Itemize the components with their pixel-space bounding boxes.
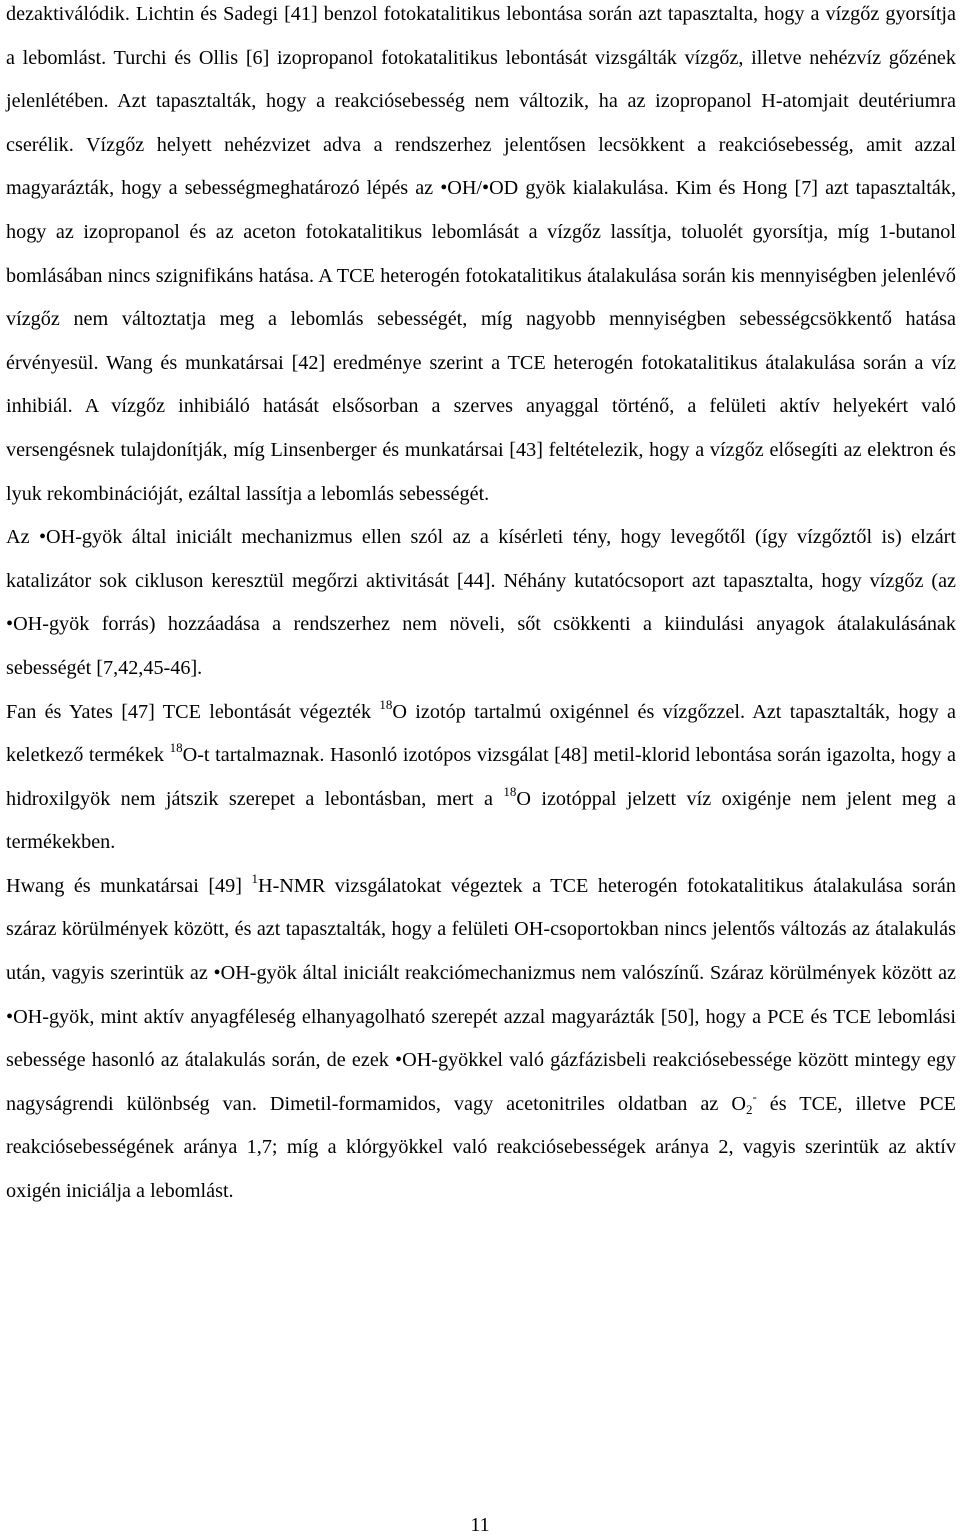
text-run: Hwang és munkatársai [49] xyxy=(6,874,252,897)
document-body xyxy=(6,0,956,1214)
text-run: Fan és Yates [47] TCE lebontását végezték xyxy=(6,700,380,723)
text-run: O izotóp tartalmú oxigénnel és vízgőzzel. Azt tapasztalták, hogy a keletkező termékek xyxy=(6,700,956,767)
paragraph xyxy=(6,691,956,865)
paragraph xyxy=(6,0,956,516)
text-run: O izotóppal jelzett víz oxigénje nem jelent meg a termékekben. xyxy=(6,787,956,854)
paragraph xyxy=(6,865,956,1214)
text-run: Az •OH-gyök által iniciált mechanizmus ellen szól az a kísérleti tény, hogy levegőtől (így vízgőztől is) elzárt katalizátor sok cikluson keresztül megőrzi aktivitását [44]. Néhány kutatócsoport azt tapasztalta, hogy vízgőz (az •OH-gyök forrás) hozzáadása a rendszerhez nem növeli, sőt csökkenti a kiindulási anyagok átalakulásának sebességét [7,42,45-46]. xyxy=(6,526,956,679)
subscript: 2 xyxy=(745,1101,753,1117)
superscript: 18 xyxy=(503,783,517,799)
superscript: - xyxy=(752,1088,757,1104)
superscript: 18 xyxy=(169,740,183,756)
text-run: és TCE, illetve PCE reakciósebességének aránya 1,7; míg a klórgyökkel való reakciósebességek aránya 2, vagyis szerintük az aktív oxigén iniciálja a lebomlást. xyxy=(6,1092,956,1203)
paragraph xyxy=(6,516,956,690)
text-run: O-t tartalmaznak. Hasonló izotópos vizsgálat [48] metil-klorid lebontása során igazolta, hogy a hidroxilgyök nem játszik szerepet a lebontásban, mert a xyxy=(6,744,956,810)
superscript: 18 xyxy=(379,696,393,712)
text-run: dezaktiválódik. Lichtin és Sadegi [41] benzol fotokatalitikus lebontása során azt tapasztalta, hogy a vízgőz gyorsítja a lebomlást. Turchi és Ollis [6] izopropanol fotokatalitikus lebontását vizsgálták vízgőz, illetve nehézvíz gőzének jelenlétében. Azt tapasztalták, hogy a reakciósebesség nem változik, ha az izopropanol H-atomjait deutériumra cserélik. Vízgőz helyett nehézvizet adva a rendszerhez jelentősen lecsökkent a reakciósebesség, amit azzal magyarázták, hogy a sebességmeghatározó lépés az •OH/•OD gyök kialakulása. Kim és Hong [7] azt tapasztalták, hogy az izopropanol és az aceton fotokatalitikus lebomlását a vízgőz lassítja, toluolét gyorsítja, míg 1-butanol bomlásában nincs szignifikáns hatása. A TCE heterogén fotokatalitikus átalakulása során kis mennyiségben jelenlévő vízgőz nem változtatja meg a lebomlás sebességét, míg nagyobb mennyiségben sebességcsökkentő hatása érvényesül. Wang és munkatársai [42] eredménye szerint a TCE heterogén fotokatalitikus átalakulása során a víz inhibiál. A vízgőz inhibiáló hatását elsősorban a szerves anyaggal történő, a felületi aktív helyekért való versengésnek tulajdonítják, míg Linsenberger és munkatársai [43] feltételezik, hogy a vízgőz elősegíti az elektron és lyuk rekombinációját, ezáltal lassítja a lebomlás sebességét. xyxy=(6,3,956,505)
superscript: 1 xyxy=(251,870,258,886)
text-run: H-NMR vizsgálatokat végeztek a TCE heterogén fotokatalitikus átalakulása során száraz körülmények között, és azt tapasztalták, hogy a felületi OH-csoportokban nincs jelentős változás az átalakulás után, vagyis szerintük az •OH-gyök által iniciált reakciómechanizmus nem valószínű. Száraz körülmények között az •OH-gyök, mint aktív anyagféleség elhanyagolható szerepét azzal magyarázták [50], hogy a PCE és TCE lebomlási sebessége hasonló az átalakulás során, de ezek •OH-gyökkel való gázfázisbeli reakciósebessége között mintegy egy nagyságrendi különbség van. Dimetil-formamidos, vagy acetonitriles oldatban az O xyxy=(6,874,956,1115)
page-number: 11 xyxy=(470,1514,490,1536)
